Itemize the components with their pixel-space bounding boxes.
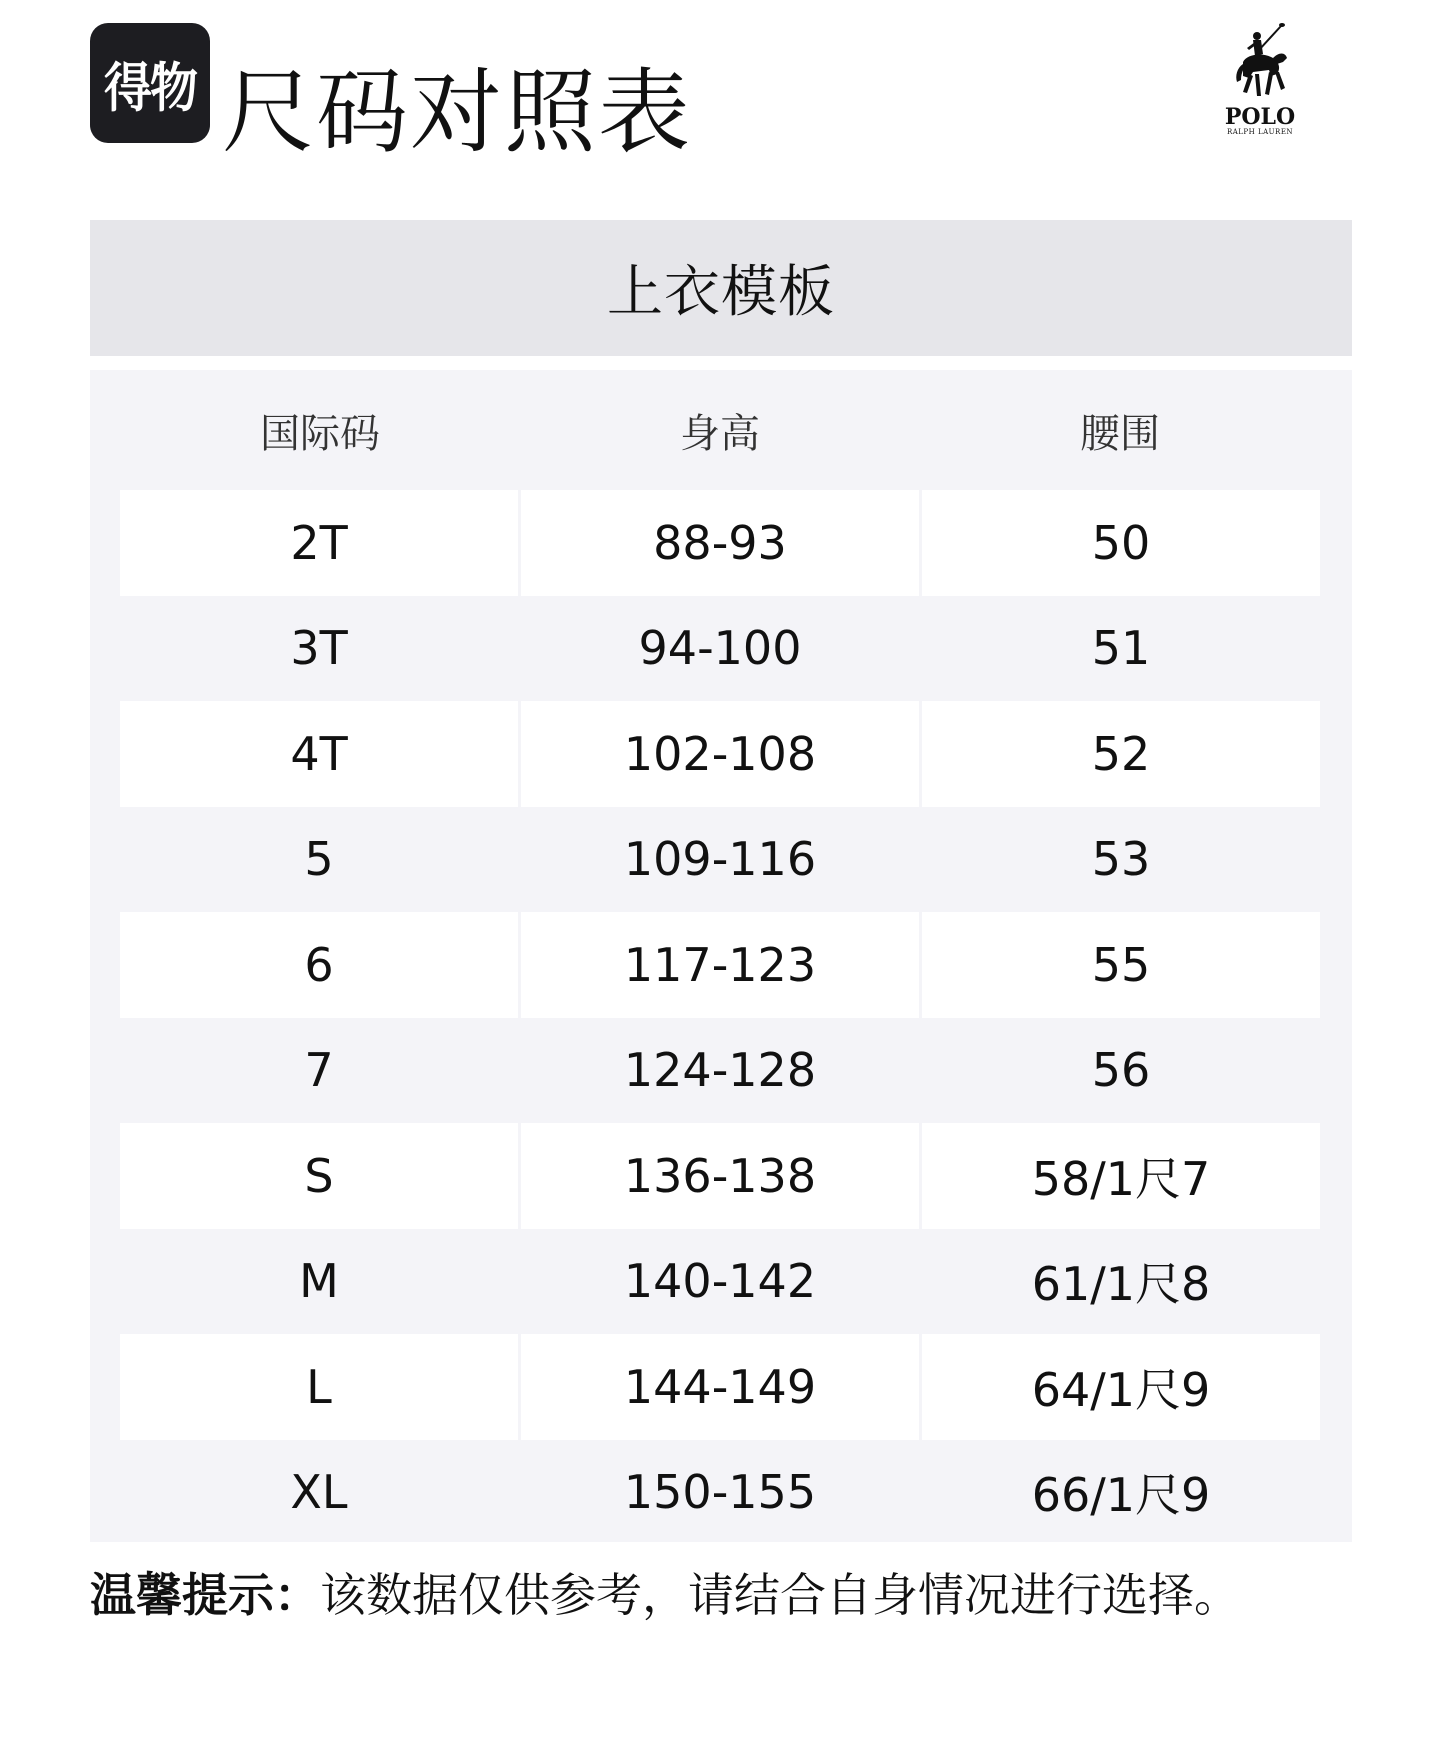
column-header-size: 国际码 (260, 410, 380, 457)
cell-height: 150-155 (623, 1465, 817, 1520)
table-row (120, 1334, 1320, 1440)
brand-name: POLO (1224, 104, 1296, 130)
cell-height: 124-128 (623, 1043, 817, 1098)
tip-note (90, 1562, 1240, 1628)
cell-size: M (299, 1254, 339, 1309)
cell-waist: 52 (922, 701, 1320, 807)
cell-waist: 51 (1091, 621, 1151, 676)
table-row (120, 1018, 1320, 1124)
template-header (90, 220, 1352, 356)
tip-label: 温馨提示： (90, 1568, 320, 1622)
app-logo (90, 23, 210, 143)
cell-height: 140-142 (623, 1254, 817, 1309)
cell-height: 109-116 (623, 832, 817, 887)
cell-waist: 50 (922, 490, 1320, 596)
app-logo-text: 得物 (103, 57, 196, 119)
cell-height: 94-100 (638, 621, 802, 676)
cell-size: 6 (120, 912, 518, 1018)
cell-size: XL (290, 1465, 348, 1520)
polo-player-icon (1229, 22, 1291, 104)
table-row (120, 596, 1320, 702)
brand-logo (1205, 22, 1315, 147)
cell-waist: 61/1尺8 (1031, 1257, 1211, 1312)
brand-subtitle: RALPH LAUREN (1226, 128, 1294, 136)
cell-size: 7 (304, 1043, 334, 1098)
cell-waist: 66/1尺9 (1031, 1468, 1211, 1523)
size-table (90, 370, 1352, 1542)
column-header-height: 身高 (680, 410, 760, 457)
tip-text: 该数据仅供参考，请结合自身情况进行选择。 (320, 1568, 1240, 1622)
cell-size: L (120, 1334, 518, 1440)
table-row (120, 1229, 1320, 1335)
table-row (120, 1440, 1320, 1546)
cell-height: 117-123 (521, 912, 919, 1018)
table-row (120, 1123, 1320, 1229)
table-row (120, 701, 1320, 807)
table-row (120, 490, 1320, 596)
page-title: 尺码对照表 (222, 59, 693, 166)
table-header-row (120, 370, 1320, 490)
cell-size: 5 (304, 832, 334, 887)
cell-waist: 58/1尺7 (922, 1123, 1320, 1229)
table-body (120, 490, 1320, 1545)
cell-waist: 64/1尺9 (922, 1334, 1320, 1440)
cell-height: 144-149 (521, 1334, 919, 1440)
cell-size: 4T (120, 701, 518, 807)
cell-height: 88-93 (521, 490, 919, 596)
cell-size: 2T (120, 490, 518, 596)
table-row (120, 807, 1320, 913)
cell-height: 102-108 (521, 701, 919, 807)
cell-waist: 53 (1091, 832, 1151, 887)
cell-waist: 56 (1091, 1043, 1151, 1098)
table-row (120, 912, 1320, 1018)
cell-waist: 55 (922, 912, 1320, 1018)
cell-size: S (120, 1123, 518, 1229)
column-header-waist: 腰围 (1080, 410, 1160, 457)
cell-height: 136-138 (521, 1123, 919, 1229)
cell-size: 3T (290, 621, 348, 676)
template-title: 上衣模板 (607, 260, 835, 325)
